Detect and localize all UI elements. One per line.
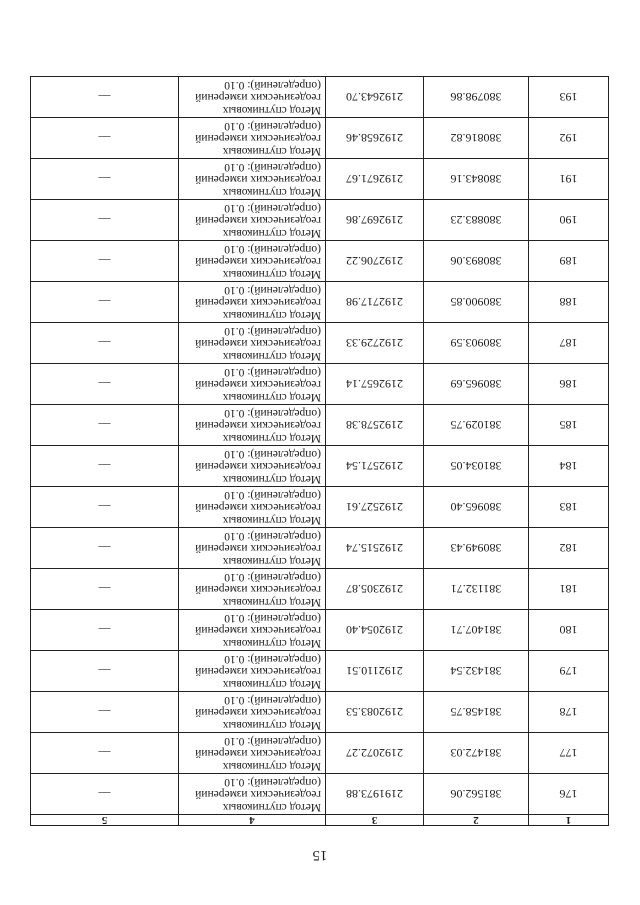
description-cell: — [31, 200, 179, 241]
method-line: геодезических измерений [195, 91, 321, 104]
description-cell: — [31, 487, 179, 528]
method-line: Метод спутниковых [222, 595, 321, 608]
method-line: Метод спутниковых [222, 390, 321, 403]
x-coordinate-cell: 380843.16 [424, 159, 529, 200]
method-line: Метод спутниковых [222, 636, 321, 649]
point-number-cell: 189 [529, 241, 609, 282]
point-number-cell: 186 [529, 364, 609, 405]
point-number-cell: 177 [529, 733, 609, 774]
y-coordinate-cell: 2192054.40 [326, 610, 424, 651]
x-coordinate-cell: 380883.23 [424, 200, 529, 241]
method-cell [179, 733, 326, 774]
method-line: (определений): 0.10 [224, 242, 321, 255]
method-cell [179, 610, 326, 651]
point-number-cell: 192 [529, 118, 609, 159]
method-line: Метод спутниковых [222, 185, 321, 198]
point-number-cell: 185 [529, 405, 609, 446]
x-coordinate-cell: 381562.06 [424, 774, 529, 815]
x-coordinate-cell: 380816.82 [424, 118, 529, 159]
x-coordinate-cell: 380798.86 [424, 77, 529, 118]
x-coordinate-cell: 380900.85 [424, 282, 529, 323]
method-line: (определений): 0.10 [224, 160, 321, 173]
x-coordinate-cell: 380903.59 [424, 323, 529, 364]
description-cell: — [31, 733, 179, 774]
point-number-cell: 193 [529, 77, 609, 118]
method-line: Метод спутниковых [222, 267, 321, 280]
y-coordinate-cell: 2192657.14 [326, 364, 424, 405]
method-line: Метод спутниковых [222, 513, 321, 526]
description-cell: — [31, 692, 179, 733]
method-line: (определений): 0.10 [224, 488, 321, 501]
point-number-cell: 187 [529, 323, 609, 364]
table-row [31, 774, 609, 815]
y-coordinate-cell: 2192571.54 [326, 446, 424, 487]
point-number-cell: 188 [529, 282, 609, 323]
method-line: Метод спутниковых [222, 431, 321, 444]
method-cell [179, 651, 326, 692]
method-line: геодезических измерений [195, 419, 321, 432]
method-line: (определений): 0.10 [224, 324, 321, 337]
method-cell [179, 200, 326, 241]
y-coordinate-cell: 2192643.70 [326, 77, 424, 118]
table-row [31, 282, 609, 323]
point-number-cell: 183 [529, 487, 609, 528]
point-number-cell: 191 [529, 159, 609, 200]
table-row [31, 323, 609, 364]
table-row [31, 77, 609, 118]
y-coordinate-cell: 2192706.22 [326, 241, 424, 282]
x-coordinate-cell: 381407.71 [424, 610, 529, 651]
description-cell: — [31, 282, 179, 323]
description-cell: — [31, 774, 179, 815]
method-cell [179, 774, 326, 815]
method-line: (определений): 0.10 [224, 78, 321, 91]
description-cell: — [31, 159, 179, 200]
description-cell: — [31, 569, 179, 610]
method-line: геодезических измерений [195, 132, 321, 145]
method-line: геодезических измерений [195, 460, 321, 473]
table-row [31, 159, 609, 200]
table-row [31, 692, 609, 733]
table-row [31, 405, 609, 446]
x-coordinate-cell: 381132.71 [424, 569, 529, 610]
y-coordinate-cell: 2192671.67 [326, 159, 424, 200]
table-row [31, 569, 609, 610]
method-cell [179, 446, 326, 487]
description-cell: — [31, 118, 179, 159]
table-row [31, 487, 609, 528]
coordinates-table [30, 76, 609, 826]
method-cell [179, 282, 326, 323]
table-row [31, 733, 609, 774]
table-header-row [31, 815, 609, 826]
x-coordinate-cell: 380949.43 [424, 528, 529, 569]
method-line: геодезических измерений [195, 214, 321, 227]
method-line: геодезических измерений [195, 173, 321, 186]
y-coordinate-cell: 2192305.87 [326, 569, 424, 610]
method-line: геодезических измерений [195, 583, 321, 596]
x-coordinate-cell: 380965.40 [424, 487, 529, 528]
point-number-cell: 181 [529, 569, 609, 610]
y-coordinate-cell: 2192110.51 [326, 651, 424, 692]
method-line: Метод спутниковых [222, 759, 321, 772]
point-number-cell: 184 [529, 446, 609, 487]
x-coordinate-cell: 381034.05 [424, 446, 529, 487]
point-number-cell: 178 [529, 692, 609, 733]
method-line: геодезических измерений [195, 747, 321, 760]
x-coordinate-cell: 381029.75 [424, 405, 529, 446]
column-header: 5 [31, 815, 179, 826]
point-number-cell: 180 [529, 610, 609, 651]
table-row [31, 364, 609, 405]
method-line: Метод спутниковых [222, 718, 321, 731]
method-line: (определений): 0.10 [224, 570, 321, 583]
table-row [31, 446, 609, 487]
point-number-cell: 176 [529, 774, 609, 815]
method-cell [179, 569, 326, 610]
method-line: геодезических измерений [195, 788, 321, 801]
x-coordinate-cell: 380965.69 [424, 364, 529, 405]
method-line: геодезических измерений [195, 255, 321, 268]
method-cell [179, 528, 326, 569]
y-coordinate-cell: 2192697.86 [326, 200, 424, 241]
y-coordinate-cell: 2191973.88 [326, 774, 424, 815]
method-line: Метод спутниковых [222, 677, 321, 690]
method-line: (определений): 0.10 [224, 201, 321, 214]
method-line: Метод спутниковых [222, 349, 321, 362]
y-coordinate-cell: 2192072.27 [326, 733, 424, 774]
method-line: Метод спутниковых [222, 103, 321, 116]
method-cell [179, 487, 326, 528]
table-row [31, 651, 609, 692]
x-coordinate-cell: 381472.03 [424, 733, 529, 774]
point-number-cell: 179 [529, 651, 609, 692]
method-cell [179, 118, 326, 159]
table-row [31, 610, 609, 651]
x-coordinate-cell: 381458.75 [424, 692, 529, 733]
description-cell: — [31, 77, 179, 118]
method-line: Метод спутниковых [222, 308, 321, 321]
method-line: (определений): 0.10 [224, 283, 321, 296]
method-line: геодезических измерений [195, 337, 321, 350]
column-header: 4 [179, 815, 326, 826]
method-line: Метод спутниковых [222, 800, 321, 813]
method-cell [179, 364, 326, 405]
method-line: геодезических измерений [195, 542, 321, 555]
method-line: геодезических измерений [195, 624, 321, 637]
method-line: (определений): 0.10 [224, 611, 321, 624]
method-line: (определений): 0.10 [224, 734, 321, 747]
description-cell: — [31, 446, 179, 487]
description-cell: — [31, 364, 179, 405]
column-header: 3 [326, 815, 424, 826]
y-coordinate-cell: 2192658.46 [326, 118, 424, 159]
description-cell: — [31, 323, 179, 364]
method-cell [179, 692, 326, 733]
y-coordinate-cell: 2192083.53 [326, 692, 424, 733]
method-cell [179, 405, 326, 446]
method-line: геодезических измерений [195, 378, 321, 391]
y-coordinate-cell: 2192515.74 [326, 528, 424, 569]
table-row [31, 200, 609, 241]
method-line: геодезических измерений [195, 296, 321, 309]
method-line: (определений): 0.10 [224, 365, 321, 378]
table-row [31, 528, 609, 569]
description-cell: — [31, 405, 179, 446]
method-line: (определений): 0.10 [224, 693, 321, 706]
method-line: (определений): 0.10 [224, 447, 321, 460]
description-cell: — [31, 528, 179, 569]
point-number-cell: 182 [529, 528, 609, 569]
column-header: 2 [424, 815, 529, 826]
y-coordinate-cell: 2192717.98 [326, 282, 424, 323]
method-line: (определений): 0.10 [224, 529, 321, 542]
method-cell [179, 159, 326, 200]
method-line: геодезических измерений [195, 501, 321, 514]
table-row [31, 118, 609, 159]
x-coordinate-cell: 381432.54 [424, 651, 529, 692]
y-coordinate-cell: 2192527.61 [326, 487, 424, 528]
method-line: (определений): 0.10 [224, 775, 321, 788]
point-number-cell: 190 [529, 200, 609, 241]
method-line: (определений): 0.10 [224, 652, 321, 665]
method-line: (определений): 0.10 [224, 406, 321, 419]
table-body [31, 77, 609, 815]
method-line: Метод спутниковых [222, 144, 321, 157]
method-line: Метод спутниковых [222, 472, 321, 485]
page-number: 15 [312, 847, 328, 863]
method-line: Метод спутниковых [222, 554, 321, 567]
y-coordinate-cell: 2192729.33 [326, 323, 424, 364]
description-cell: — [31, 651, 179, 692]
table-row [31, 241, 609, 282]
method-line: (определений): 0.10 [224, 119, 321, 132]
method-line: геодезических измерений [195, 706, 321, 719]
x-coordinate-cell: 380893.06 [424, 241, 529, 282]
method-line: Метод спутниковых [222, 226, 321, 239]
description-cell: — [31, 610, 179, 651]
method-cell [179, 77, 326, 118]
description-cell: — [31, 241, 179, 282]
method-cell [179, 241, 326, 282]
column-header: 1 [529, 815, 609, 826]
method-cell [179, 323, 326, 364]
method-line: геодезических измерений [195, 665, 321, 678]
y-coordinate-cell: 2192578.38 [326, 405, 424, 446]
